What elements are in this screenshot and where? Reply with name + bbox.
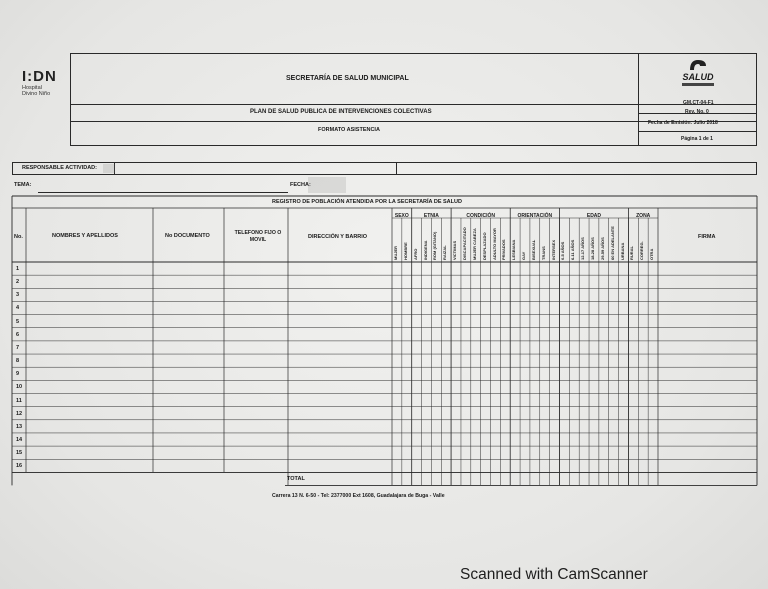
sub-column-label: HOMBRE [402, 242, 408, 260]
row-number: 13 [16, 423, 23, 430]
row-number: 7 [16, 344, 20, 351]
sub-column-label: OTRA [649, 248, 655, 260]
page-title: SECRETARÍA DE SALUD MUNICIPAL [286, 75, 409, 82]
sub-column-label: DISCAPACITADO [461, 227, 467, 260]
tema-label: TEMA: [14, 182, 32, 188]
sub-column-label: LESBIANA [511, 239, 517, 260]
row-number: 11 [16, 397, 22, 404]
footer-address: Carrera 13 N. 6-50 - Tel: 2377000 Ext 1608, Guadalajara de Buga - Valle [272, 493, 445, 499]
hospital-logo-mark: I:DN [22, 68, 57, 85]
sub-column-label: 29-59 AÑOS [599, 237, 605, 260]
hospital-name-line1: Hospital [22, 85, 42, 91]
plan-subtitle: PLAN DE SALUD PUBLICA DE INTERVENCIONES COLECTIVAS [250, 109, 432, 115]
group-header-5: ZONA [636, 213, 651, 219]
sub-column-label: CORREG. [639, 241, 645, 260]
sub-column-label: 0-5 AÑOS [560, 241, 566, 260]
row-number: 4 [16, 305, 20, 312]
sub-column-label: ROM (GITANO) [432, 231, 438, 260]
sub-column-label: INDIGENA [422, 240, 428, 260]
col-firma-header: FIRMA [698, 234, 716, 240]
sub-column-label: GAY [521, 251, 527, 260]
fecha-label: FECHA: [290, 182, 311, 188]
format-name: FORMATO ASISTENCIA [318, 127, 380, 133]
table-banner: REGISTRO DE POBLACIÓN ATENDIDA POR LA SECRETARÍA DE SALUD [272, 199, 462, 205]
revision: Rev. No. 0 [685, 109, 709, 115]
camscanner-watermark: Scanned with CamScanner [460, 566, 648, 583]
col-nombres-header: NOMBRES Y APELLIDOS [52, 233, 118, 239]
row-number: 2 [16, 279, 20, 286]
responsable-label: RESPONSABLE ACTIVIDAD: [22, 165, 97, 171]
sub-column-label: 18-28 AÑOS [590, 237, 596, 260]
col-direccion-header: DIRECCIÓN Y BARRIO [308, 234, 368, 240]
row-number: 5 [16, 318, 20, 325]
hospital-name-line2: Divino Niño [22, 91, 51, 97]
sub-column-label: RURAL [629, 246, 635, 260]
doc-code: GM.CT-04-F1 [683, 100, 714, 106]
issue-date: Fecha de Emisión: Julio 2018 [648, 120, 718, 126]
col-no-header: No. [14, 234, 23, 240]
sub-column-label: DESPLAZADO [481, 232, 487, 260]
row-number: 12 [16, 410, 23, 417]
row-number: 6 [16, 331, 20, 338]
col-documento-header: No DOCUMENTO [165, 233, 210, 239]
sub-column-label: URBANA [619, 242, 625, 260]
row-number: 10 [16, 384, 23, 391]
sub-column-label: TRANS [540, 246, 546, 260]
sub-column-label: 60 EN ADELANTE [609, 226, 615, 260]
group-header-1: ETNIA [423, 213, 439, 219]
page-number: Página 1 de 1 [681, 136, 713, 142]
sub-column-label: MUJER [393, 245, 398, 260]
group-header-2: CONDICIÓN [466, 213, 495, 219]
row-number: 16 [16, 463, 23, 470]
sub-column-label: AFRO [412, 248, 418, 260]
group-header-3: ORIENTACIÓN [517, 213, 553, 219]
group-header-0: SEXO [394, 213, 409, 219]
sub-column-label: INTERSEX [550, 239, 556, 260]
sub-column-label: 6-11 AÑOS [570, 239, 576, 260]
sub-column-label: 12-17 AÑOS [580, 237, 586, 260]
row-number: 1 [16, 266, 20, 272]
sub-column-label: BISEXUAL [530, 239, 536, 260]
sub-column-label: MUJER CABEZA [471, 228, 477, 260]
row-number: 14 [16, 436, 23, 443]
salud-logo-text: SALUD [682, 72, 714, 82]
row-number: 3 [16, 292, 20, 299]
row-number: 15 [16, 450, 23, 457]
col-telefono-header: TELEFONO FIJO O MOVIL [234, 230, 282, 243]
sub-column-label: ADULTO MAYOR [491, 228, 497, 260]
total-label: TOTAL [287, 476, 305, 482]
row-number: 9 [16, 371, 20, 378]
group-header-4: EDAD [586, 213, 602, 219]
sub-column-label: PRIVADOS [501, 239, 507, 260]
row-number: 8 [16, 358, 20, 365]
sub-column-label: RAIZAL [442, 245, 448, 260]
sub-column-label: VICTIMAS [452, 240, 458, 260]
